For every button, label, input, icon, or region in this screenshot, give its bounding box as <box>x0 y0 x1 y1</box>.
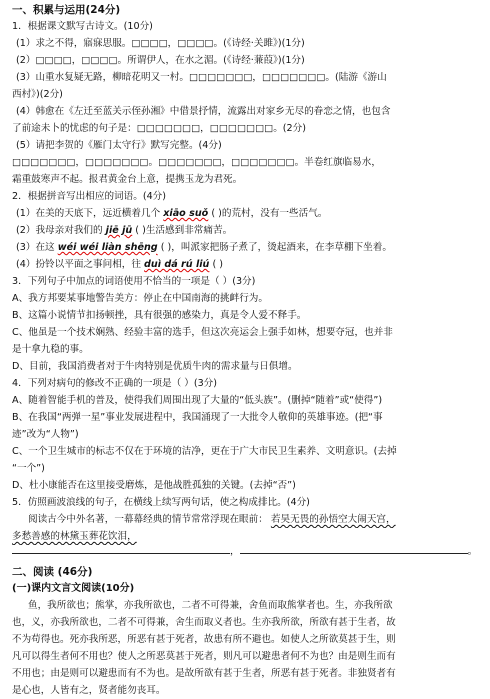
question-1-4-line2: 了前途未卜的忧虑的句子是：□□□□□□□，□□□□□□□。(2分) <box>12 123 306 134</box>
passage-line-4: 凡可以得生者何不用也？使人之所恶莫甚于死者，则凡可以避患者何不为也？由是则生而有 <box>12 651 396 662</box>
q5-wavy-sentence-2: 多愁善感的林黛玉葬花饮泪， <box>12 531 137 542</box>
question-3-option-a: A、我方邦要某事地警告美方：停止在中国南海的挑衅行为。 <box>12 293 268 304</box>
question-1-1: (1）求之不得，寤寐思服。□□□□，□□□□。(《诗经·关雎》)(1分) <box>16 38 305 49</box>
question-4-option-c-line2: “一个”) <box>12 463 45 474</box>
q2-4-suffix[interactable]: ( ) <box>212 259 223 270</box>
q5-wavy-sentence-1: 若昊无畏的孙悟空大闹天宫， <box>270 514 396 525</box>
answer-blank-1[interactable] <box>12 543 230 554</box>
q2-3-prefix: (3）在这 <box>16 242 55 253</box>
question-2-2 <box>12 222 478 239</box>
question-4-option-c-line1: C、一个卫生城市的标志不仅在于环境的洁净，更在于广大市民卫生素养、文明意识。(去掉 <box>12 446 397 457</box>
passage-line-1: 鱼，我所欲也；熊掌，亦我所欲也，二者不可得兼，舍鱼而取熊掌者也。生，亦我所欲 <box>28 600 393 611</box>
q2-3-suffix[interactable]: ( )，叫派家把肠子煮了，烫起酒来，在李草棚下坐着。 <box>160 242 392 253</box>
section-title-reading: 二、阅读 (46分) <box>12 566 93 578</box>
question-3-option-c-line2: 是十拿九稳的事。 <box>12 344 89 355</box>
question-3-option-b: B、这篇小说情节扣扬顿挫，具有很强的感染力，真是令人爱不释手。 <box>12 310 307 321</box>
answer-end: 。 <box>467 546 478 557</box>
q2-1-pinyin: xiāo suǒ <box>163 208 209 219</box>
question-5-stem <box>12 511 478 528</box>
q2-2-prefix: (2）我母亲对我们的 <box>16 225 103 236</box>
question-1-5-line3: 霜重鼓寒声不起。报君黄金台上意，提携玉龙为君死。 <box>12 174 243 185</box>
question-4-option-b-line1: B、在我国“两弹一星”事业发展进程中，我国涌现了一大批令人敬仰的英雄事迹。(把“事 <box>12 412 383 423</box>
question-4: 4．下列对病句的修改不正确的一项是（ ）(3分) <box>12 378 218 389</box>
q2-3-pinyin: wéi wéi liàn shēng <box>57 242 158 253</box>
question-1-3-line2: 西村》)(2分) <box>12 89 63 100</box>
q5-prefix: 阅读古今中外名著，一幕幕经典的情节常常浮现在眼前： <box>28 514 268 525</box>
q2-2-suffix[interactable]: ( )生活感到非常痛苦。 <box>135 225 233 236</box>
q2-4-pinyin: duì dá rú liú <box>144 259 210 270</box>
section-title-accumulation: 一、积累与运用(24分) <box>12 4 121 16</box>
question-2-1 <box>12 205 478 222</box>
question-1-5-line1: (5）请把李贺的《雁门太守行》默写完整。(4分) <box>16 140 222 151</box>
question-3-option-c-line1: C、他虽是一个技术娴熟、经验丰富的选手，但这次亮运会上强手如林，想要夺冠，也并非 <box>12 327 393 338</box>
question-1-3-line1: (3）山重水复疑无路，柳暗花明又一村。□□□□□□□，□□□□□□□。(陆游《游山 <box>16 72 387 83</box>
q2-1-suffix[interactable]: ( )的荒村，没有一些活气。 <box>211 208 328 219</box>
q2-2-pinyin: jiē jū <box>105 225 133 236</box>
question-1-5-line2: □□□□□□□，□□□□□□□。□□□□□□□，□□□□□□□。半卷红旗临易水， <box>12 157 381 168</box>
question-2: 2．根据拼音写出相应的词语。(4分) <box>12 191 167 202</box>
question-2-3 <box>12 239 478 256</box>
passage-line-6: 是心也，人皆有之，贤者能勿丧耳。 <box>12 685 166 696</box>
q2-1-prefix: (1）在美的天底下，远近横着几个 <box>16 208 161 219</box>
passage-line-5: 不用也；由是则可以避患而有不为也。是故所欲有甚于生者，所恶有甚于死者。非独贤者有 <box>12 668 396 679</box>
passage-line-2: 也，义，亦我所欲也，二者不可得兼，舍生而取义者也。生亦我所欲，所欲有甚于生者，故 <box>12 617 396 628</box>
q2-4-prefix: (4）扮铃以平面之事问相，往 <box>16 259 141 270</box>
question-4-option-b-line2: 迹”改为“人物”) <box>12 429 79 440</box>
question-1-4-line1: (4）韩愈在《左迁至蓝关示侄孙湘》中借景抒情，流露出对家乡无尽的眷恋之情，也包含 <box>16 106 391 117</box>
question-4-option-d: D、杜小康能否在这里接受磨炼，是他战胜孤独的关键。(去掉“否”) <box>12 480 296 491</box>
answer-blank-2[interactable] <box>240 543 468 554</box>
subsection-classical-reading: (一)课内文言文阅读(10分) <box>12 583 135 594</box>
passage-line-3: 不为苟得也。死亦我所恶，所恶有甚于死者，故患有所不避也。如使人之所欲莫甚于生，则 <box>12 634 396 645</box>
question-5-answer-lines <box>12 543 478 560</box>
question-1: 1．根据课文默写古诗文。(10分) <box>12 21 153 32</box>
question-5: 5．仿照画波浪线的句子，在横线上续写两句话，使之构成排比。(4分) <box>12 497 310 508</box>
question-3-option-d: D、目前，我国消费者对于牛肉特别是优质牛肉的需求量与日俱增。 <box>12 361 298 372</box>
question-2-4 <box>12 256 478 273</box>
answer-separator: ， <box>230 546 240 557</box>
question-3: 3．下列句子中加点的词语使用不恰当的一项是（ ）(3分) <box>12 276 256 287</box>
question-4-option-a: A、随着智能手机的普及，使得我们周围出现了大量的“低头族”。(删掉“随着”或“使得”) <box>12 395 383 406</box>
question-1-2: (2）□□□□，□□□□。所谓伊人，在水之湄。(《诗经·蒹葭》)(1分) <box>16 55 305 66</box>
